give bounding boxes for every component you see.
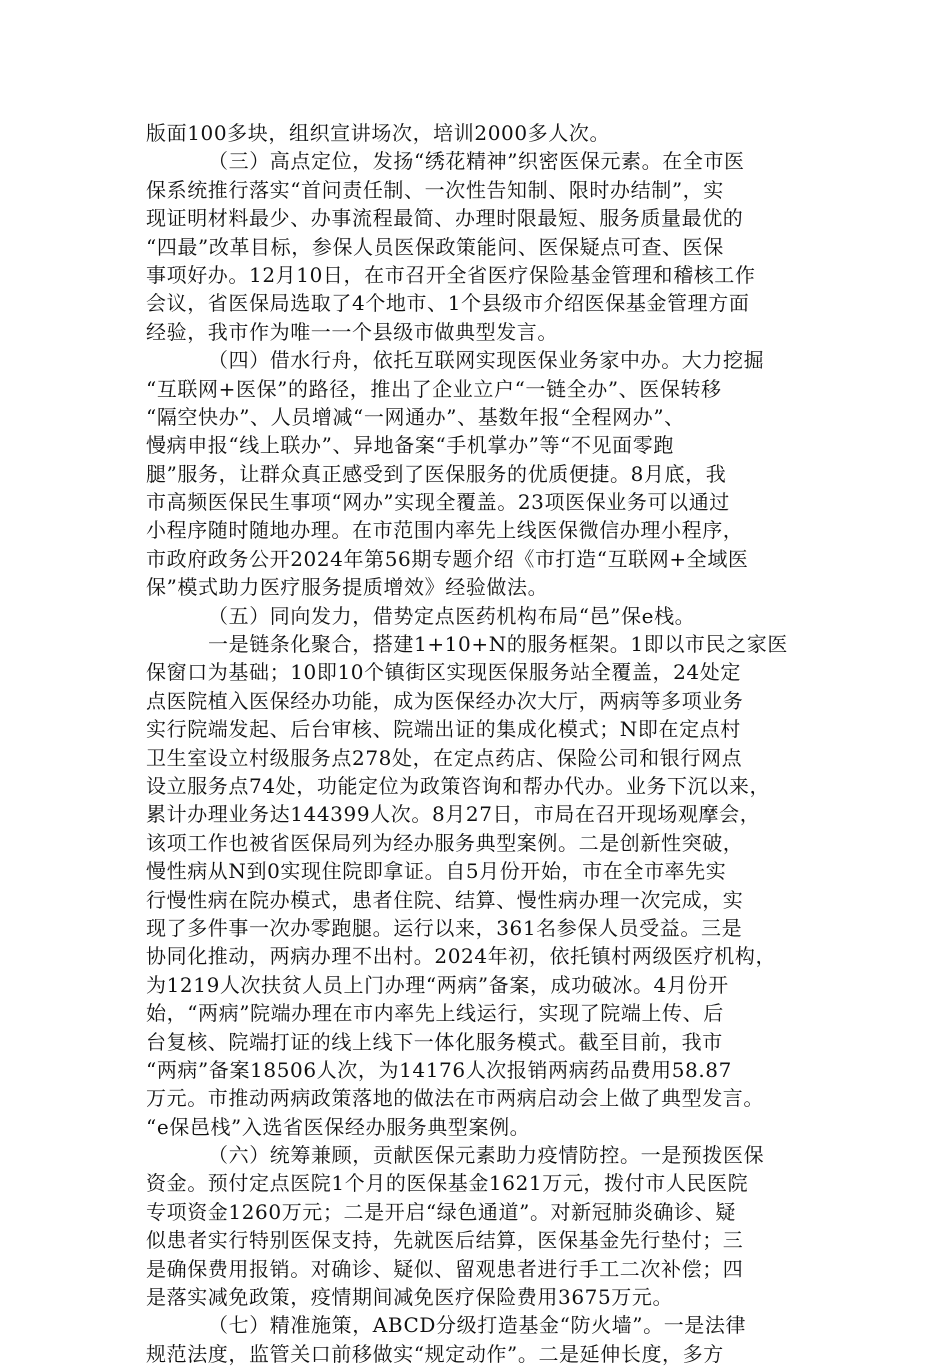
text-line: 版面100多块，组织宣讲场次，培训2000多人次。 (146, 121, 611, 145)
text-line: “隔空快办”、人员增减“一网通办”、基数年报“全程网办”、 (146, 404, 685, 429)
text-line: 是确保费用报销。对确诊、疑似、留观患者进行手工二次补偿；四 (146, 1256, 744, 1281)
text-line: 万元。市推动两病政策落地的做法在市两病启动会上做了典型发言。 (146, 1086, 764, 1111)
text-line: 经验，我市作为唯一一个县级市做典型发言。 (146, 319, 558, 344)
document-body (146, 119, 828, 1368)
text-line: 市政府政务公开2024年第56期专题介绍《市打造“互联网+全域医 (146, 546, 749, 571)
text-line: 现了多件事一次办零跑腿。运行以来，361名参保人员受益。三是 (146, 915, 743, 940)
text-line: 行慢性病在院办模式，患者住院、结算、慢性病办理一次完成，实 (146, 887, 744, 912)
text-line: 设立服务点74处，功能定位为政策咨询和帮办代办。业务下沉以来， (146, 773, 771, 798)
text-line: “两病”备案18506人次，为14176人次报销两病药品费用58.87 (146, 1057, 732, 1082)
text-line: 资金。预付定点医院1个月的医保基金1621万元，拨付市人民医院 (146, 1171, 749, 1196)
text-line: 协同化推动，两病办理不出村。2024年初，依托镇村两级医疗机构， (146, 944, 777, 969)
text-line: 点医院植入医保经办功能，成为医保经办次大厅，两病等多项业务 (146, 688, 744, 713)
text-line: 似患者实行特别医保支持，先就医后结算，医保基金先行垫付；三 (146, 1228, 744, 1253)
text-line: 慢性病从N到0实现住院即拿证。自5月份开始，市在全市率先实 (146, 859, 727, 884)
text-line: 保窗口为基础；10即10个镇街区实现医保服务站全覆盖，24处定 (146, 660, 741, 685)
text-line: 是落实减免政策，疫情期间减免医疗保险费用3675万元。 (146, 1285, 674, 1310)
text-line: 事项好办。12月10日，在市召开全省医疗保险基金管理和稽核工作 (146, 262, 756, 287)
text-line: 小程序随时随地办理。在市范围内率先上线医保微信办理小程序， (146, 518, 744, 543)
text-line: 卫生室设立村级服务点278处，在定点药店、保险公司和银行网点 (146, 745, 743, 770)
paragraph-first-line: （三）高点定位，发扬“绣花精神”织密医保元素。在全市医 (208, 149, 745, 174)
text-line: 规范法度，监管关口前移做实“规定动作”。二是延伸长度，多方 (146, 1341, 724, 1366)
text-line: “互联网+医保”的路径，推出了企业立户“一链全办”、医保转移 (146, 376, 722, 401)
text-line: 慢病申报“线上联办”、异地备案“手机掌办”等“不见面零跑 (146, 433, 674, 458)
text-line: 保”模式助力医疗服务提质增效》经验做法。 (146, 575, 549, 600)
text-line: 为1219人次扶贫人员上门办理“两病”备案，成功破冰。4月份开 (146, 972, 729, 997)
paragraph-first-line: （七）精准施策，ABCD分级打造基金“防火墙”。一是法律 (208, 1313, 747, 1338)
text-line: 保系统推行落实“首问责任制、一次性告知制、限时办结制”，实 (146, 177, 724, 202)
text-line: “四最”改革目标，参保人员医保政策能问、医保疑点可查、医保 (146, 234, 724, 259)
text-line: 台复核、院端打证的线上线下一体化服务模式。截至目前，我市 (146, 1029, 723, 1054)
paragraph-first-line: 一是链条化聚合，搭建1+10+N的服务框架。1即以市民之家医 (208, 632, 788, 657)
text-line: 累计办理业务达144399人次。8月27日，市局在召开现场观摩会， (146, 802, 761, 827)
text-line: 市高频医保民生事项“网办”实现全覆盖。23项医保业务可以通过 (146, 490, 730, 515)
text-line: 该项工作也被省医保局列为经办服务典型案例。二是创新性突破， (146, 830, 744, 855)
paragraph-first-line: （四）借水行舟，依托互联网实现医保业务家中办。大力挖掘 (208, 348, 765, 373)
paragraph-first-line: （六）统筹兼顾，贡献医保元素助力疫情防控。一是预拨医保 (208, 1143, 765, 1168)
paragraph-first-line: （五）同向发力，借势定点医药机构布局“邑”保e栈。 (208, 603, 696, 628)
text-line: 始，“两病”院端办理在市内率先上线运行，实现了院端上传、后 (146, 1001, 724, 1026)
text-line: “e保邑栈”入选省医保经办服务典型案例。 (146, 1114, 531, 1139)
text-line: 腿”服务，让群众真正感受到了医保服务的优质便捷。8月底，我 (146, 461, 727, 486)
text-line: 会议，省医保局选取了4个地市、1个县级市介绍医保基金管理方面 (146, 291, 750, 316)
text-line: 实行院端发起、后台审核、院端出证的集成化模式；N即在定点村 (146, 717, 741, 742)
text-line: 现证明材料最少、办事流程最简、办理时限最短、服务质量最优的 (146, 206, 744, 231)
text-line: 专项资金1260万元；二是开启“绿色通道”。对新冠肺炎确诊、疑 (146, 1199, 736, 1224)
